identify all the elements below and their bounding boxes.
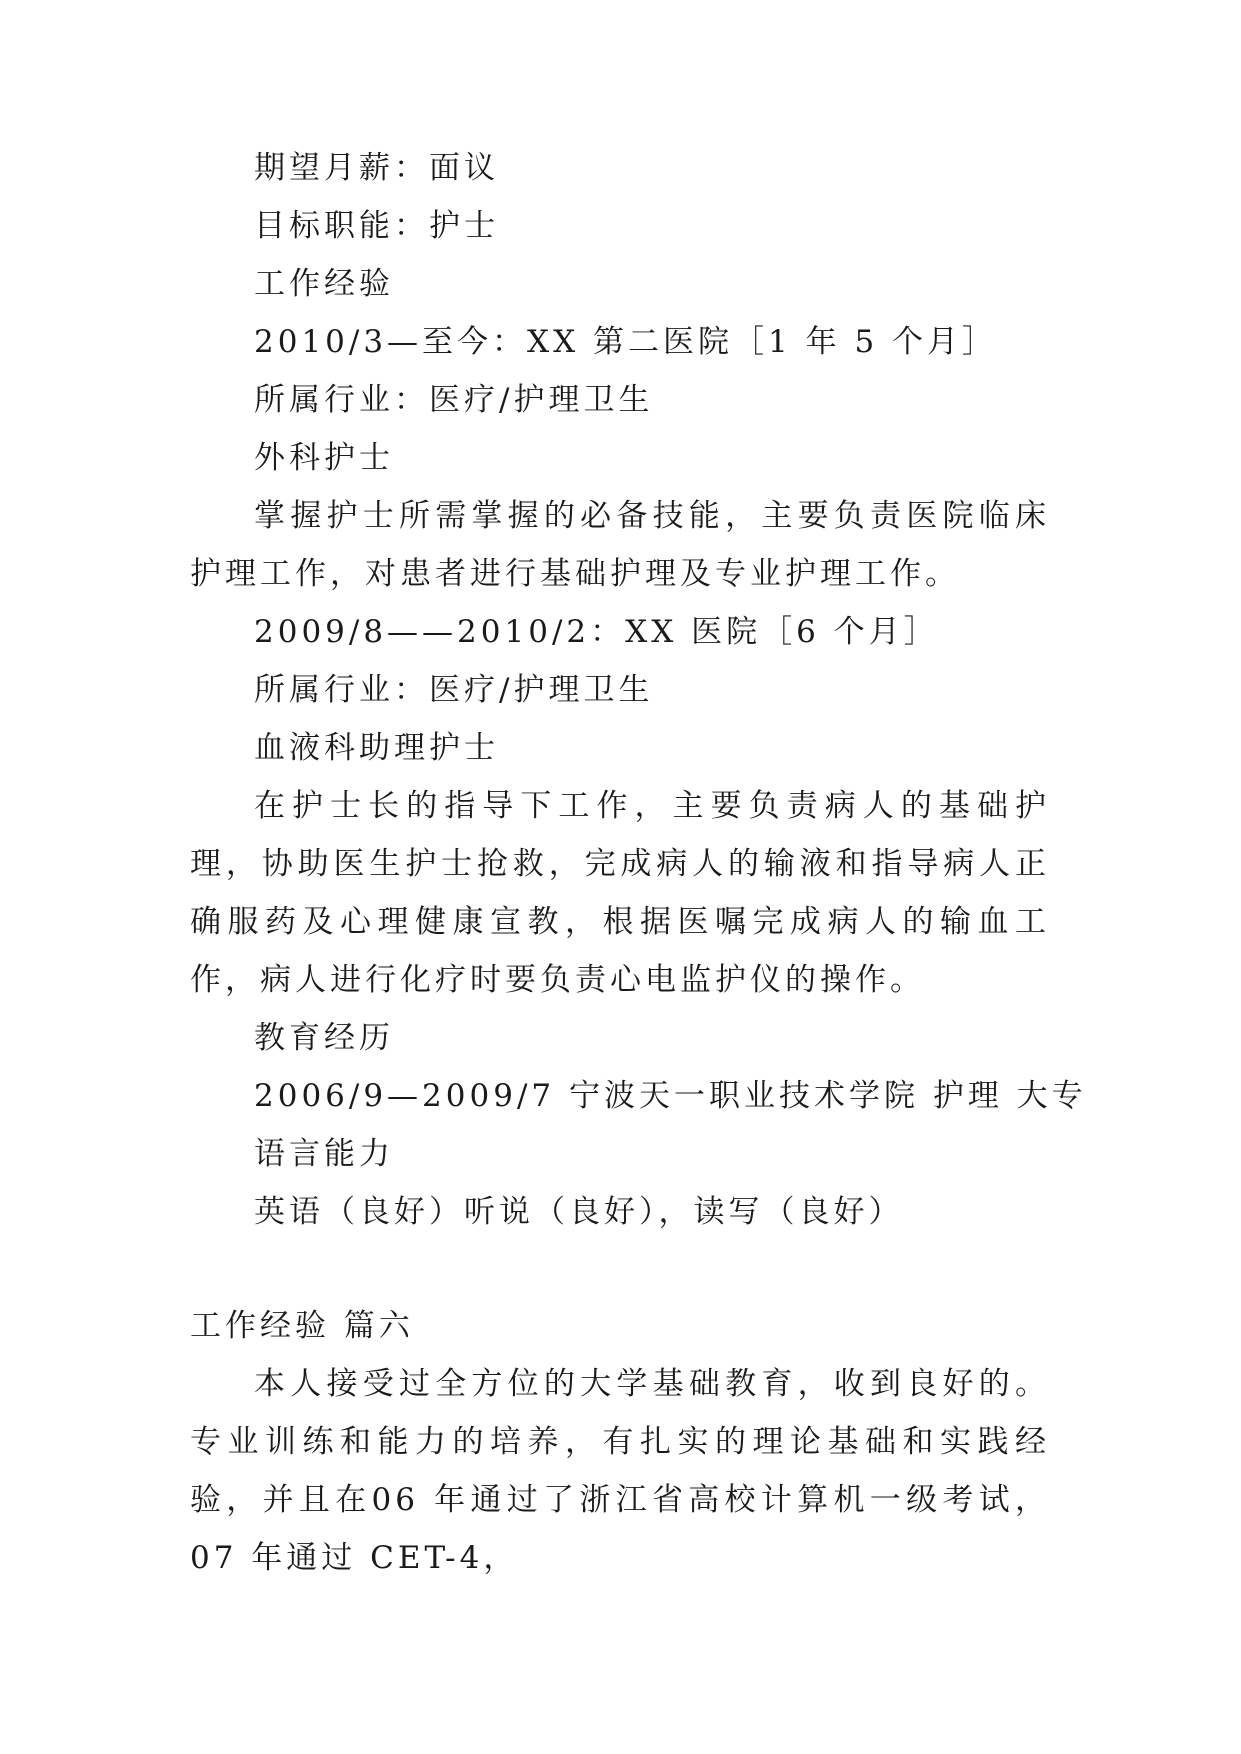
job1-period: 2010/3—至今：XX 第二医院［1 年 5 个月］ <box>254 324 998 360</box>
section-paragraph: 本人接受过全方位的大学基础教育，收到良好的。专业训练和能力的培养，有扎实的理论基础和实践经验，并且在06 年通过了浙江省高校计算机一级考试，07 年通过 CET-4， <box>190 1366 1050 1576</box>
work-experience-heading: 工作经验 <box>254 266 394 302</box>
education-heading: 教育经历 <box>254 1020 394 1056</box>
section-spacer <box>190 1241 1050 1297</box>
target-position: 目标职能：护士 <box>254 208 499 244</box>
job2-description: 在护士长的指导下工作，主要负责病人的基础护理，协助医生护士抢救，完成病人的输液和指导病人正确服药及心理健康宣教，根据医嘱完成病人的输血工作，病人进行化疗时要负责心电监护仪的操作。 <box>190 788 1050 998</box>
job2-period: 2009/8——2010/2：XX 医院［6 个月］ <box>254 614 939 650</box>
job1-description: 掌握护士所需掌握的必备技能，主要负责医院临床护理工作，对患者进行基础护理及专业护理工作。 <box>190 498 1050 592</box>
job2-industry: 所属行业：医疗/护理卫生 <box>254 672 654 708</box>
job1-title: 外科护士 <box>254 440 394 476</box>
section-heading: 工作经验 篇六 <box>190 1308 414 1344</box>
language-heading: 语言能力 <box>254 1136 394 1172</box>
education-entry: 2006/9—2009/7 宁波天一职业技术学院 护理 大专 <box>254 1078 1087 1114</box>
job1-industry: 所属行业：医疗/护理卫生 <box>254 382 654 418</box>
document-body <box>190 139 1087 1587</box>
expected-salary: 期望月薪：面议 <box>254 150 499 186</box>
job2-title: 血液科助理护士 <box>254 730 499 766</box>
language-entry: 英语（良好）听说（良好），读写（良好） <box>254 1194 904 1230</box>
